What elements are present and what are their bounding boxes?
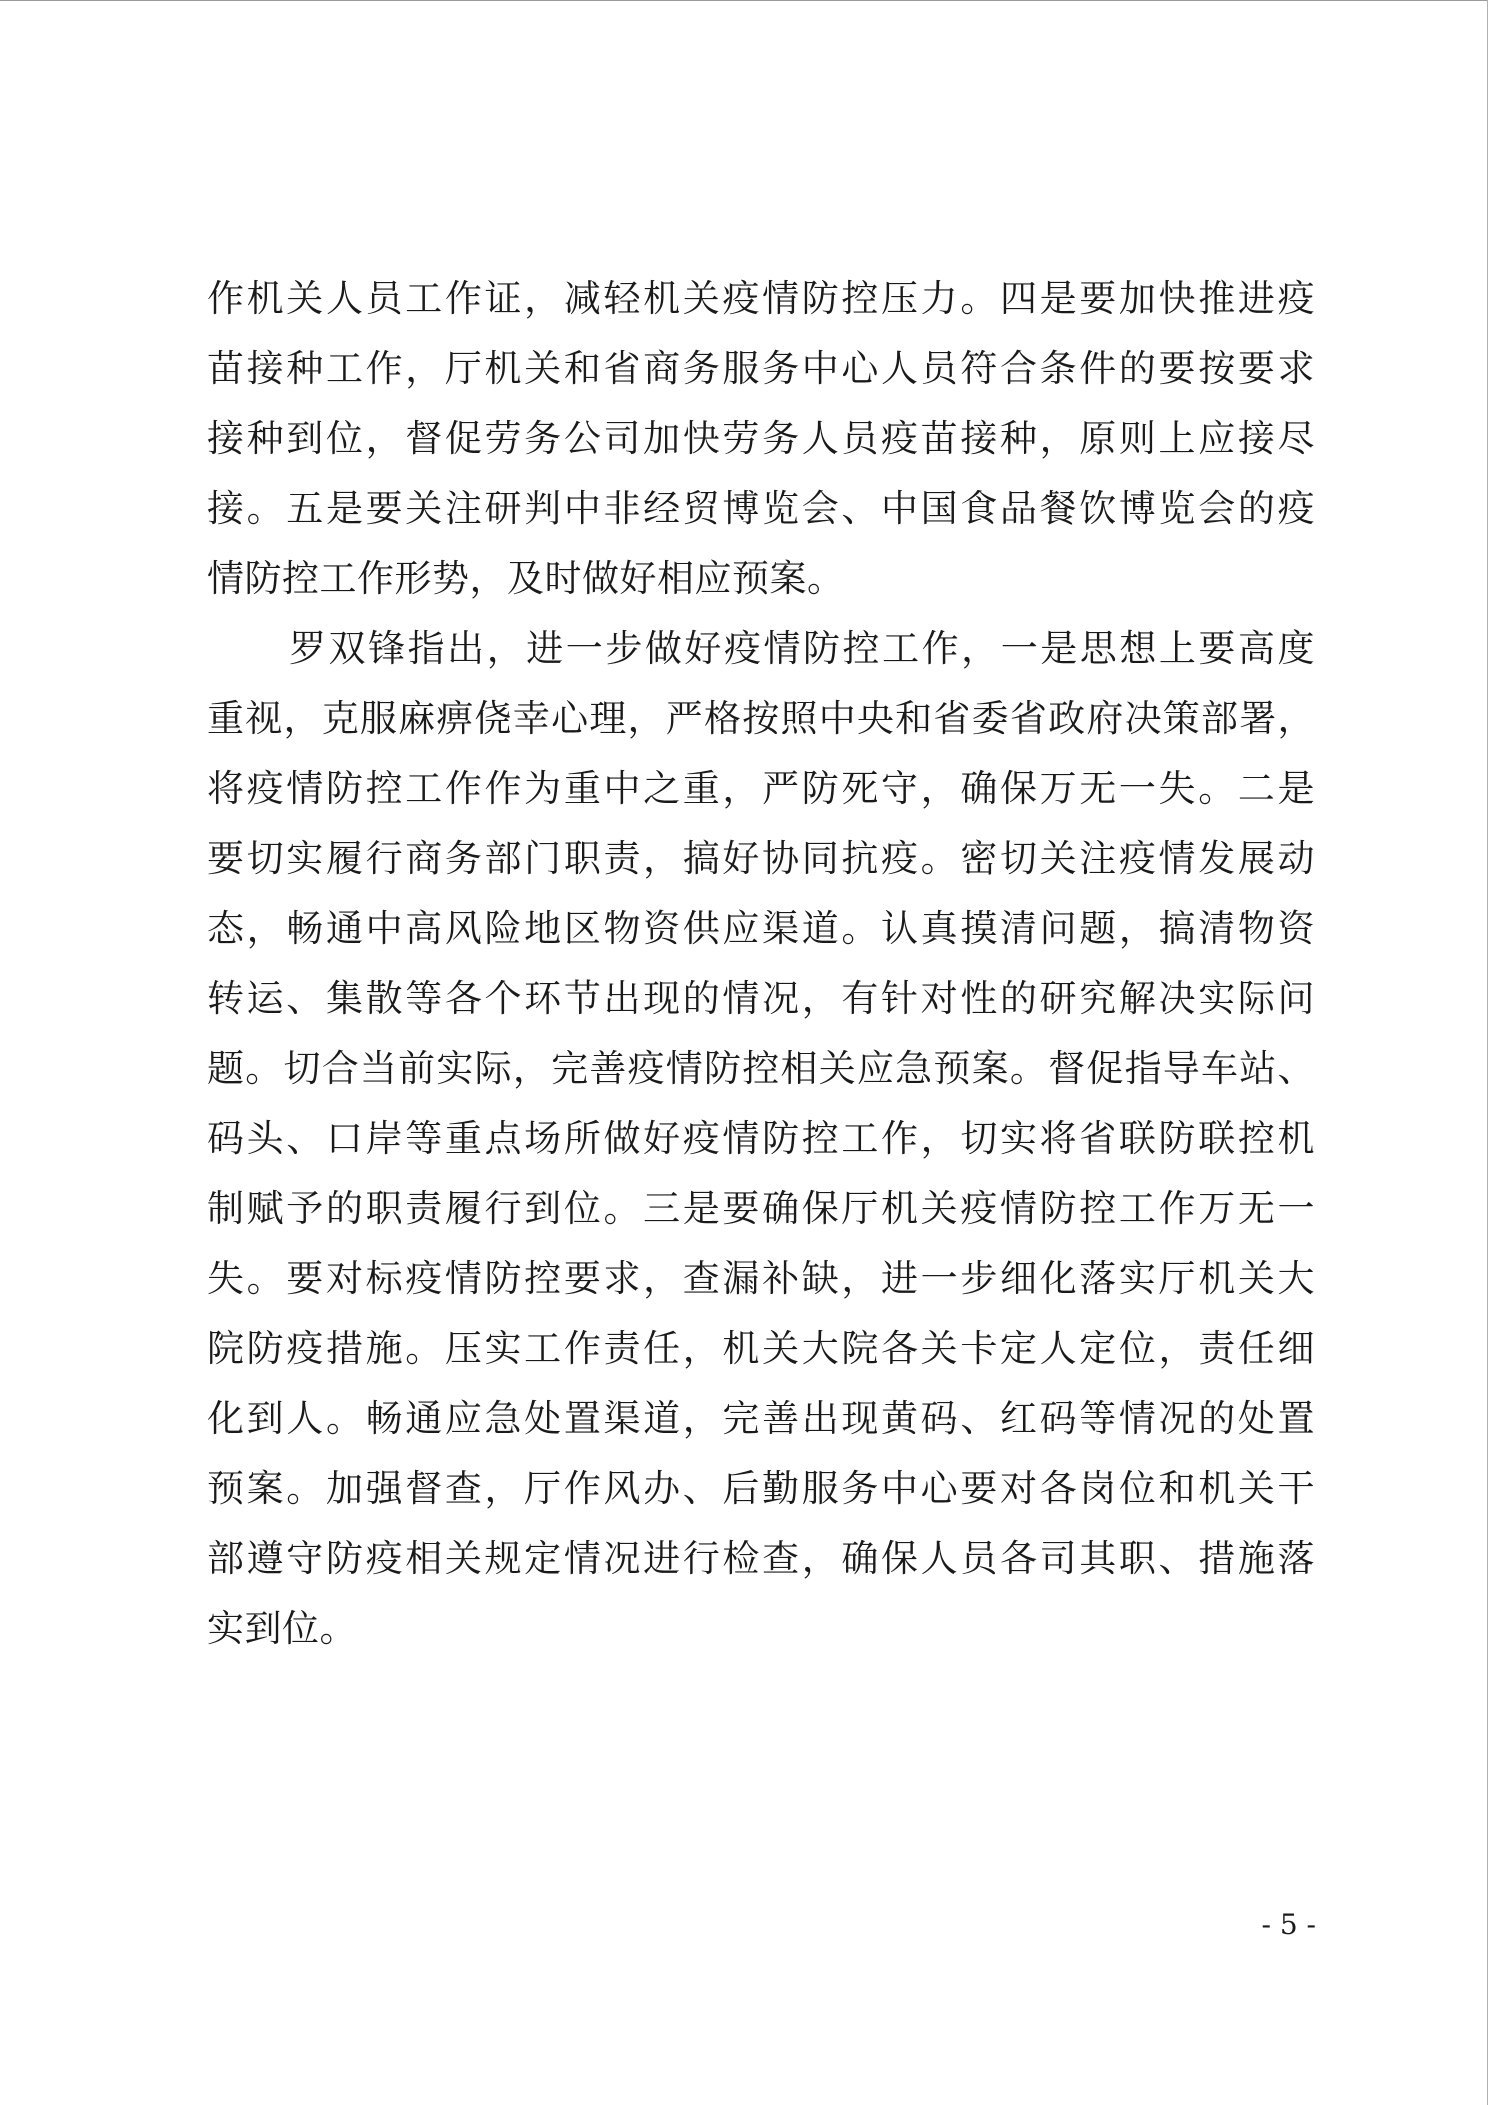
page-number: - 5 -: [1261, 1908, 1316, 1941]
text-line: 罗双锋指出，进一步做好疫情防控工作，一是思想上要高度: [289, 627, 1315, 670]
page-border-top: [0, 0, 1488, 1]
paragraph-2: [207, 614, 1315, 1664]
text-line: 将疫情防控工作作为重中之重，严防死守，确保万无一失。二是: [207, 767, 1315, 810]
text-line: 部遵守防疫相关规定情况进行检查，确保人员各司其职、措施落: [207, 1537, 1315, 1580]
text-line: 题。切合当前实际，完善疫情防控相关应急预案。督促指导车站、: [207, 1047, 1315, 1090]
text-line: 要切实履行商务部门职责，搞好协同抗疫。密切关注疫情发展动: [207, 837, 1315, 880]
text-line: 作机关人员工作证，减轻机关疫情防控压力。四是要加快推进疫: [207, 277, 1315, 320]
text-line: 制赋予的职责履行到位。三是要确保厅机关疫情防控工作万无一: [207, 1187, 1315, 1230]
text-line: 接种到位，督促劳务公司加快劳务人员疫苗接种，原则上应接尽: [207, 417, 1315, 460]
text-line: 实到位。: [207, 1607, 357, 1650]
text-line: 苗接种工作，厅机关和省商务服务中心人员符合条件的要按要求: [207, 347, 1315, 390]
text-line: 院防疫措施。压实工作责任，机关大院各关卡定人定位，责任细: [207, 1327, 1315, 1370]
text-line: 态，畅通中高风险地区物资供应渠道。认真摸清问题，搞清物资: [207, 907, 1315, 950]
text-line: 码头、口岸等重点场所做好疫情防控工作，切实将省联防联控机: [207, 1117, 1315, 1160]
text-line: 情防控工作形势，及时做好相应预案。: [207, 557, 845, 600]
text-line: 接。五是要关注研判中非经贸博览会、中国食品餐饮博览会的疫: [207, 487, 1315, 530]
text-line: 失。要对标疫情防控要求，查漏补缺，进一步细化落实厅机关大: [207, 1257, 1315, 1300]
text-line: 重视，克服麻痹侥幸心理，严格按照中央和省委省政府决策部署，: [207, 697, 1315, 740]
text-line: 化到人。畅通应急处置渠道，完善出现黄码、红码等情况的处置: [207, 1397, 1315, 1440]
document-body: [207, 264, 1315, 1664]
text-line: 预案。加强督查，厅作风办、后勤服务中心要对各岗位和机关干: [207, 1467, 1315, 1510]
paragraph-1: [207, 264, 1315, 614]
text-line: 转运、集散等各个环节出现的情况，有针对性的研究解决实际问: [207, 977, 1315, 1020]
